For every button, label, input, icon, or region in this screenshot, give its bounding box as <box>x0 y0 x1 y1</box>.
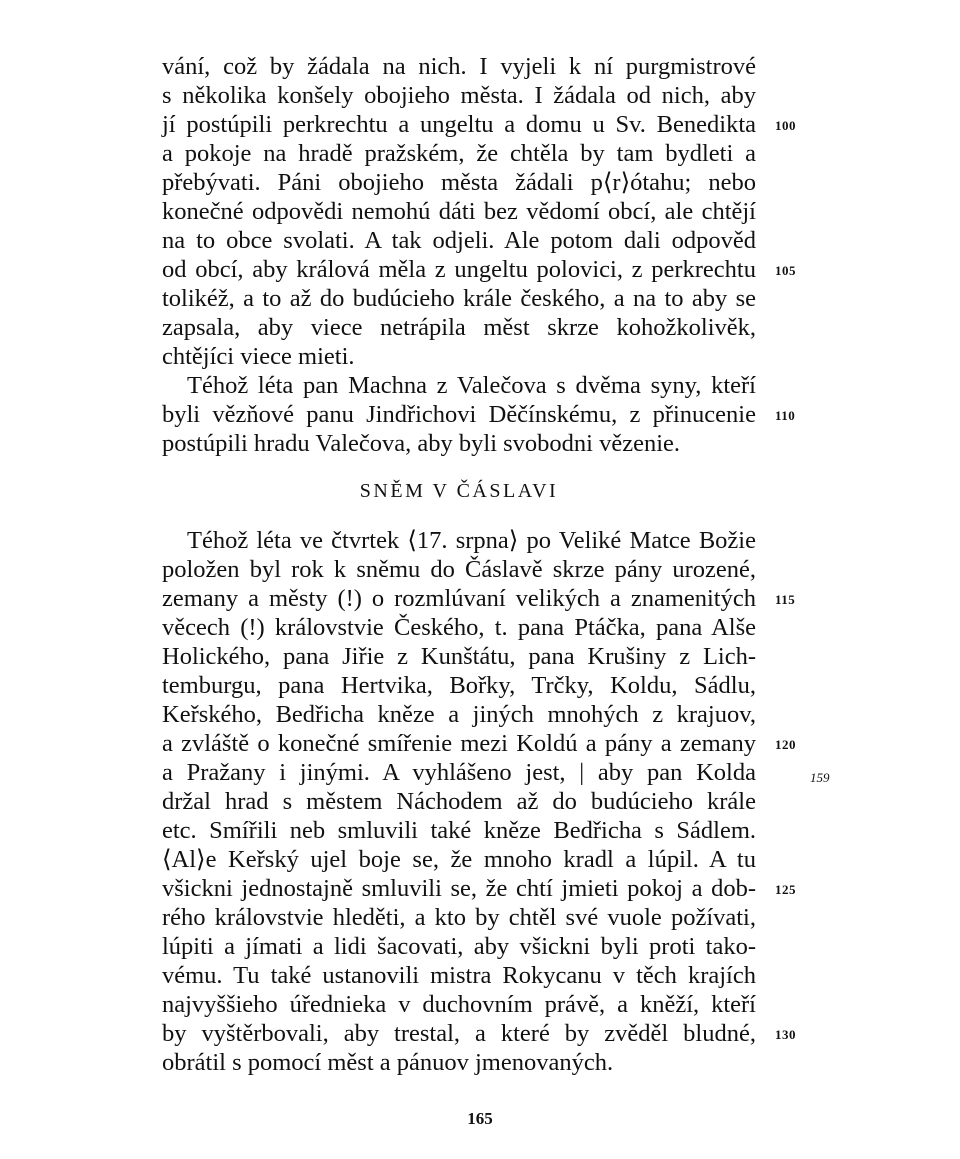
section-heading: SNĚM V ČÁSLAVI <box>359 480 559 502</box>
text-line: zapsala, aby viece netrápila měst skrze kohožkolivěk, <box>162 314 756 341</box>
text-line: byli vězňové panu Jindřichovi Děčínskému, z přinucenie <box>162 401 756 428</box>
text-line: zemany a městy (!) o rozmlúvaní velikých a znamenitých <box>162 585 756 612</box>
page-number: 165 <box>467 1109 493 1128</box>
text-line: etc. Smířili neb smluvili také kněze Bedřicha s Sádlem. <box>162 817 756 844</box>
text-line: konečné odpovědi nemohú dáti bez vědomí obcí, ale chtějí <box>162 198 756 225</box>
text-line: tolikéž, a to až do budúcieho krále českého, a na to aby se <box>162 285 756 312</box>
text-line: Téhož léta pan Machna z Valečova s dvěma syny, kteří <box>187 372 756 399</box>
text-line: najvyššieho úřednieka v duchovním právě, a kněží, kteří <box>162 991 756 1018</box>
text-line: Keřského, Bedřicha kněze a jiných mnohých z krajuov, <box>162 701 756 728</box>
text-line: rého královstvie hleděti, a kto by chtěl své vuole požívati, <box>162 904 756 931</box>
text-line: věcech (!) královstvie Českého, t. pana Ptáčka, pana Alše <box>162 614 756 641</box>
text-line: by vyštěrbovali, aby trestal, a které by zvěděl bludné, <box>162 1020 756 1047</box>
line-number: 110 <box>775 408 796 423</box>
text-line: vému. Tu také ustanovili mistra Rokycanu v těch krajích <box>162 962 756 989</box>
text-line: jí postúpili perkrechtu a ungeltu a domu u Sv. Benedikta <box>162 111 756 138</box>
text-line: temburgu, pana Hertvika, Bořky, Trčky, Koldu, Sádlu, <box>162 672 756 699</box>
text-line: Téhož léta ve čtvrtek ⟨17. srpna⟩ po Veliké Matce Božie <box>187 527 756 554</box>
text-line: všickni jednostajně smluvili se, že chtí jmieti pokoj a dob- <box>162 875 756 902</box>
line-number: 125 <box>775 882 796 897</box>
line-number: 105 <box>775 263 796 278</box>
text-line: od obcí, aby králová měla z ungeltu polovici, z perkrechtu <box>162 256 756 283</box>
line-number: 100 <box>775 118 796 133</box>
text-line: obrátil s pomocí měst a pánuov jmenovaných. <box>162 1049 614 1076</box>
text-line: na to obce svolati. A tak odjeli. Ale potom dali odpověd <box>162 227 756 254</box>
line-number: 120 <box>775 737 796 752</box>
text-line: a pokoje na hradě pražském, že chtěla by tam bydleti a <box>162 140 756 167</box>
line-number: 130 <box>775 1027 796 1042</box>
text-line: přebývati. Páni obojieho města žádali p⟨r⟩ótahu; nebo <box>162 169 756 196</box>
text-line: Holického, pana Jiřie z Kunštátu, pana Krušiny z Lich- <box>162 643 756 670</box>
text-line: chtějíci viece mieti. <box>162 343 355 370</box>
text-line: ⟨Al⟩e Keřský ujel boje se, že mnoho kradl a lúpil. A tu <box>162 846 756 873</box>
text-line: položen byl rok k sněmu do Čáslavě skrze pány urozené, <box>162 556 756 583</box>
text-line: držal hrad s městem Náchodem až do budúcieho krále <box>162 788 756 815</box>
text-line: postúpili hradu Valečova, aby byli svobodni vězenie. <box>162 430 681 457</box>
text-line: vání, což by žádala na nich. I vyjeli k ní purgmistrové <box>162 53 756 80</box>
text-line: lúpiti a jímati a lidi šacovati, aby všickni byli proti tako- <box>162 933 756 960</box>
text-line: a Pražany i jinými. A vyhlášeno jest, | aby pan Kolda <box>162 759 756 786</box>
line-number: 115 <box>775 592 796 607</box>
text-line: s několika konšely obojieho města. I žádala od nich, aby <box>162 82 756 109</box>
text-line: a zvláště o konečné smířenie mezi Koldú a pány a zemany <box>162 730 756 757</box>
marginal-folio-number: 159 <box>810 770 830 785</box>
